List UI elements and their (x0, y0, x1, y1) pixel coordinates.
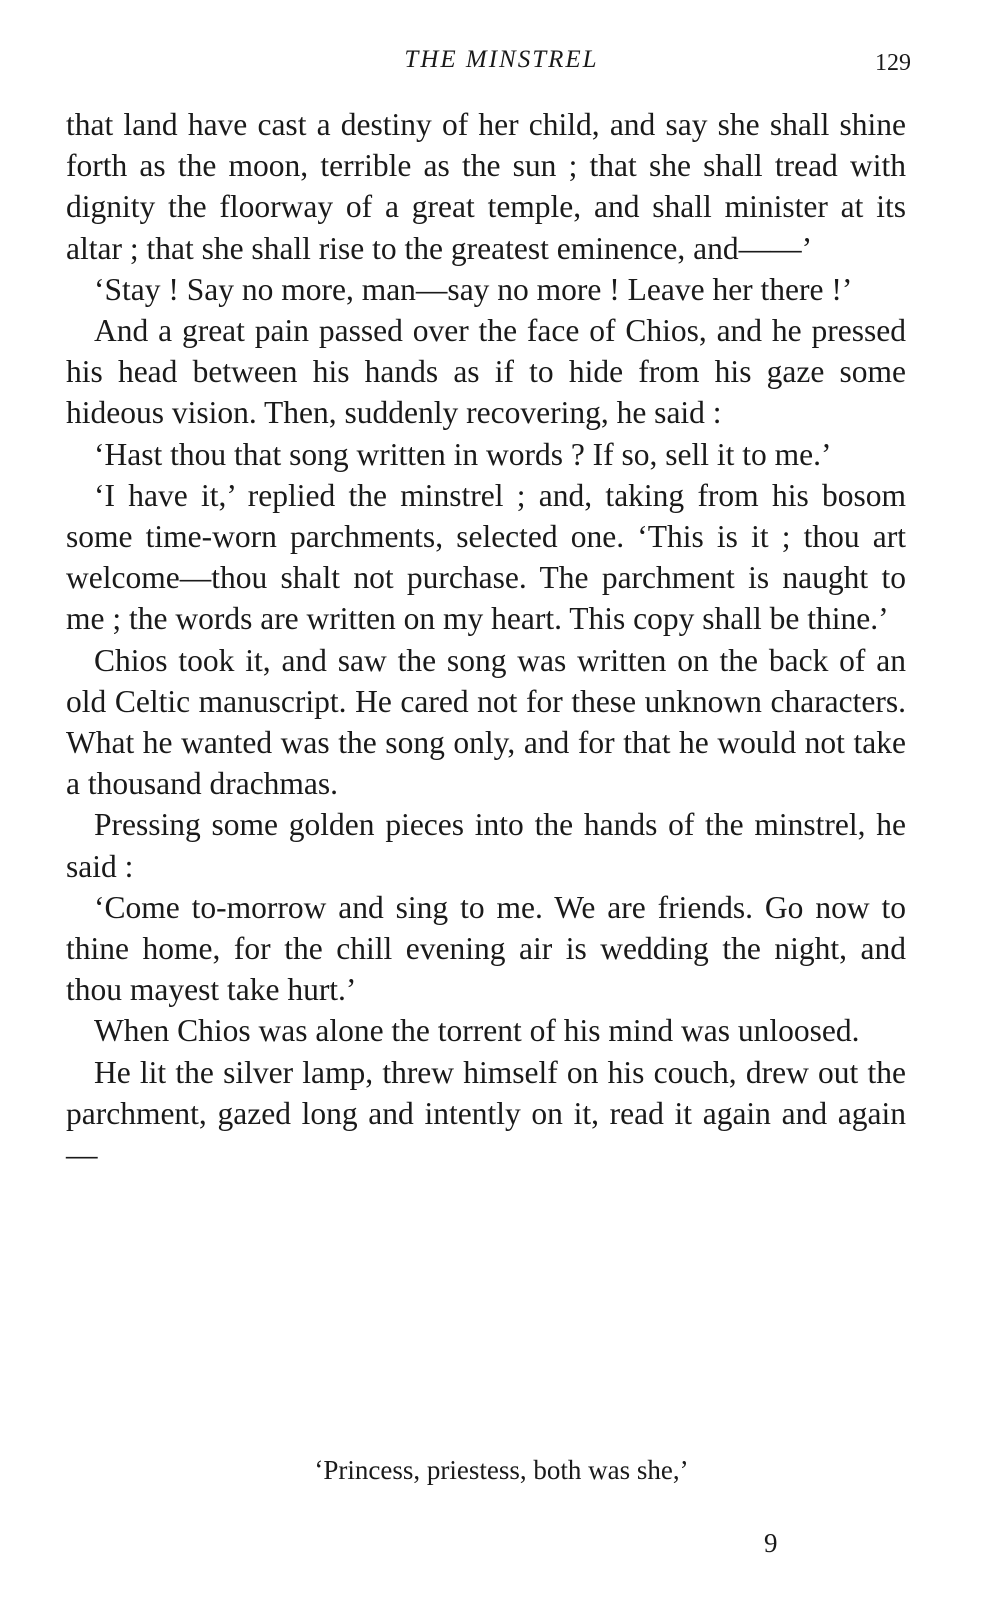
signature-mark: 9 (764, 1528, 778, 1558)
paragraph: ‘Hast thou that song written in words ? If so, sell it to me.’ (94, 436, 832, 472)
paragraph: ‘Come to-morrow and sing to me. We are friends. Go now to thine home, for the chill evening air is wedding the night, and thou mayest take hurt.’ (66, 889, 906, 1008)
paragraph: ‘Stay ! Say no more, man—say no more ! Leave her there !’ (94, 271, 853, 307)
paragraph: Pressing some golden pieces into the hands of the minstrel, he said : (66, 807, 906, 884)
paragraph: When Chios was alone the torrent of his mind was unloosed. (94, 1013, 860, 1049)
paragraph: that land have cast a destiny of her child, and say she shall shine forth as the moon, terrible as the sun ; that she shall tread with dignity the floorway of a great temple, and shall minister at its altar ; that she shall rise to the greatest eminence, and——’ (66, 107, 906, 266)
paragraph: He lit the silver lamp, threw himself on his couch, drew out the parchment, gazed long and intently on it, read it again and again— (66, 1054, 906, 1173)
page-number: 129 (875, 50, 911, 76)
running-title: THE MINSTREL (404, 46, 599, 73)
running-head (0, 46, 1003, 80)
paragraph: ‘I have it,’ replied the minstrel ; and, taking from his bosom some time-worn parchments, selected one. ‘This is it ; thou art welcome—thou shalt not purchase. The parchment is naught to me ; the words are written on my heart. This copy shall be thine.’ (66, 477, 906, 637)
body-text (66, 104, 906, 1175)
paragraph: And a great pain passed over the face of Chios, and he pressed his head between his hands as if to hide from his gaze some hideous vision. Then, suddenly recovering, he said : (66, 313, 906, 431)
paragraph: Chios took it, and saw the song was written on the back of an old Celtic manuscript. He cared not for these unknown characters. What he wanted was the song only, and for that he would not take a thousand drachmas. (66, 642, 906, 802)
verse-quote: ‘Princess, priestess, both was she,’ (314, 1455, 689, 1485)
